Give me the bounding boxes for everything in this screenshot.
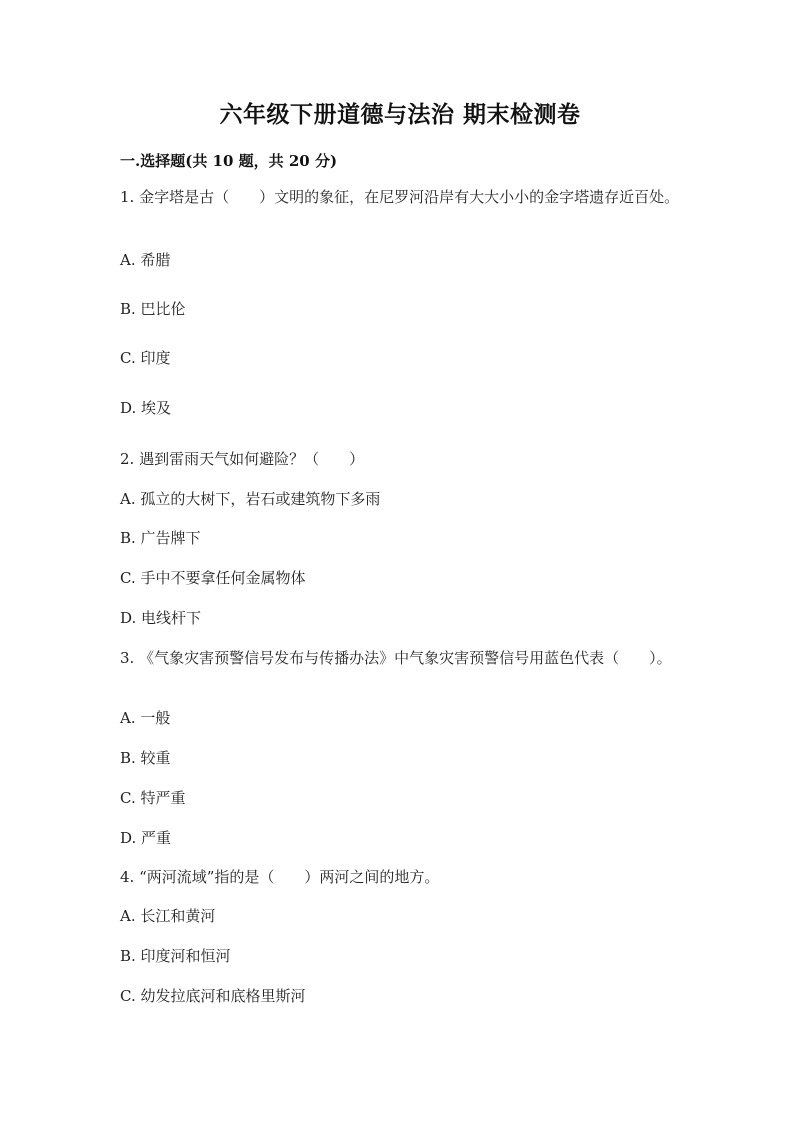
question-4-option-b: B. 印度河和恒河 (120, 947, 231, 965)
question-3-option-b: B. 较重 (120, 749, 171, 767)
question-1-option-a: A. 希腊 (120, 251, 171, 269)
question-2-stem: 2. 遇到雷雨天气如何避险？（ ） (120, 450, 365, 468)
question-4-stem: 4. “两河流域”指的是（ ）两河之间的地方。 (120, 868, 440, 886)
question-3-option-d: D. 严重 (120, 829, 172, 847)
question-4-option-c: C. 幼发拉底河和底格里斯河 (120, 987, 306, 1005)
question-2-option-b: B. 广告牌下 (120, 529, 201, 547)
question-3-option-c: C. 特严重 (120, 789, 186, 807)
question-2-option-c: C. 手中不要拿任何金属物体 (120, 569, 306, 587)
question-2-option-a: A. 孤立的大树下，岩石或建筑物下多雨 (120, 490, 381, 508)
section-heading: 一.选择题(共 10 题，共 20 分) (120, 152, 338, 170)
question-1-stem: 1. 金字塔是古（ ）文明的象征，在尼罗河沿岸有大大小小的金字塔遗存近百处。 (120, 188, 680, 206)
question-1-option-c: C. 印度 (120, 349, 171, 367)
question-2-option-d: D. 电线杆下 (120, 609, 202, 627)
question-3-option-a: A. 一般 (120, 709, 171, 727)
question-4-option-a: A. 长江和黄河 (120, 907, 216, 925)
question-1-option-d: D. 埃及 (120, 399, 172, 417)
question-1-option-b: B. 巴比伦 (120, 300, 186, 318)
page-title: 六年级下册道德与法治 期末检测卷 (219, 101, 581, 128)
question-3-stem: 3. 《气象灾害预警信号发布与传播办法》中气象灾害预警信号用蓝色代表（ ）。 (120, 649, 672, 667)
